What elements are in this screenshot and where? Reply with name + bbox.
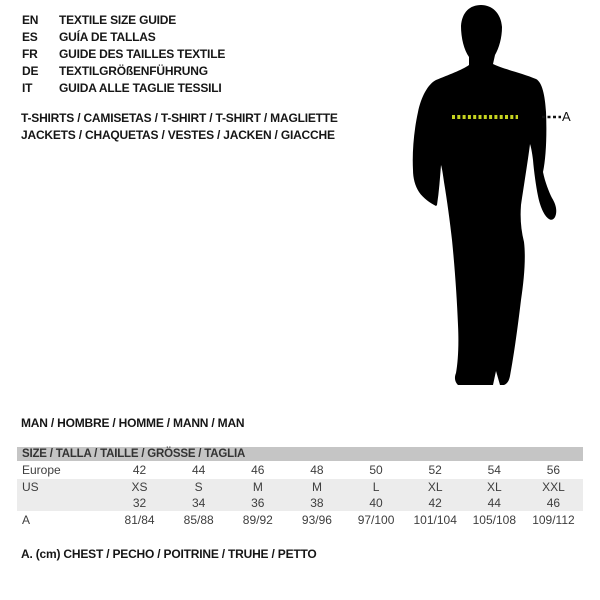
chest-cm: 109/112 [532, 513, 575, 527]
language-code: ES [22, 30, 38, 44]
man-silhouette [400, 0, 570, 400]
language-title: GUIDE DES TAILLES TEXTILE [59, 47, 226, 61]
category-tshirts: T-SHIRTS / CAMISETAS / T-SHIRT / T-SHIRT / MAGLIETTE [21, 111, 338, 125]
us-numeric-size: 34 [192, 496, 206, 510]
language-code: FR [22, 47, 38, 61]
language-code: EN [22, 13, 39, 27]
row-label-us: US [22, 480, 39, 494]
row-label-empty [17, 495, 110, 511]
chest-cm: 89/92 [242, 513, 273, 527]
language-title: GUÍA DE TALLAS [59, 30, 156, 44]
table-row-europe [17, 461, 583, 479]
row-label-europe: Europe [22, 463, 61, 477]
garment-categories [21, 110, 338, 144]
chest-cm: 85/88 [183, 513, 214, 527]
europe-size: 42 [132, 463, 147, 477]
europe-size: 50 [369, 463, 383, 477]
language-list [22, 12, 225, 97]
chest-cm: 97/100 [357, 513, 395, 527]
us-numeric-size: 38 [310, 496, 324, 510]
us-size: M [311, 480, 322, 494]
language-title: TEXTILE SIZE GUIDE [59, 13, 177, 27]
chest-cm: 101/104 [413, 513, 457, 527]
man-silhouette-body [413, 5, 557, 385]
us-size: XL [427, 480, 443, 494]
us-size: S [194, 480, 203, 494]
europe-size: 46 [251, 463, 265, 477]
us-numeric-size: 46 [546, 496, 561, 510]
language-row-it [22, 80, 225, 97]
us-numeric-size: 32 [132, 496, 147, 510]
us-numeric-size: 44 [487, 496, 501, 510]
size-table [17, 447, 583, 529]
us-size: M [252, 480, 263, 494]
us-size: XL [486, 480, 502, 494]
language-code: IT [22, 81, 33, 95]
chest-cm: 81/84 [124, 513, 155, 527]
us-letter-sizes [17, 479, 583, 495]
chest-cm: 93/96 [301, 513, 332, 527]
europe-size: 56 [546, 463, 561, 477]
language-title: TEXTILGRÖßENFÜHRUNG [59, 64, 208, 78]
europe-size: 54 [487, 463, 501, 477]
section-title-man: MAN / HOMBRE / HOMME / MANN / MAN [21, 416, 245, 430]
language-row-en [22, 12, 225, 29]
row-label-a: A [22, 513, 31, 527]
us-numeric-size: 36 [251, 496, 265, 510]
table-row-chest [17, 511, 583, 529]
us-size: XS [131, 480, 148, 494]
measure-label-a: A [562, 109, 571, 124]
language-row-de [22, 63, 225, 80]
size-table-header: SIZE / TALLA / TAILLE / GRÖSSE / TAGLIA [17, 447, 583, 461]
us-numeric-size: 40 [369, 496, 383, 510]
europe-size: 44 [192, 463, 206, 477]
europe-size: 52 [428, 463, 442, 477]
us-numeric-sizes [17, 495, 583, 511]
category-jackets: JACKETS / CHAQUETAS / VESTES / JACKEN / GIACCHE [21, 128, 335, 142]
table-row-us [17, 479, 583, 511]
us-size: XXL [542, 480, 565, 494]
chest-cm: 105/108 [472, 513, 516, 527]
language-code: DE [22, 64, 39, 78]
us-numeric-size: 42 [428, 496, 442, 510]
language-row-fr [22, 46, 225, 63]
language-title: GUIDA ALLE TAGLIE TESSILI [59, 81, 222, 95]
measure-footnote: A. (cm) CHEST / PECHO / POITRINE / TRUHE / PETTO [21, 547, 317, 561]
europe-size: 48 [310, 463, 324, 477]
language-row-es [22, 29, 225, 46]
us-size: L [372, 480, 380, 494]
